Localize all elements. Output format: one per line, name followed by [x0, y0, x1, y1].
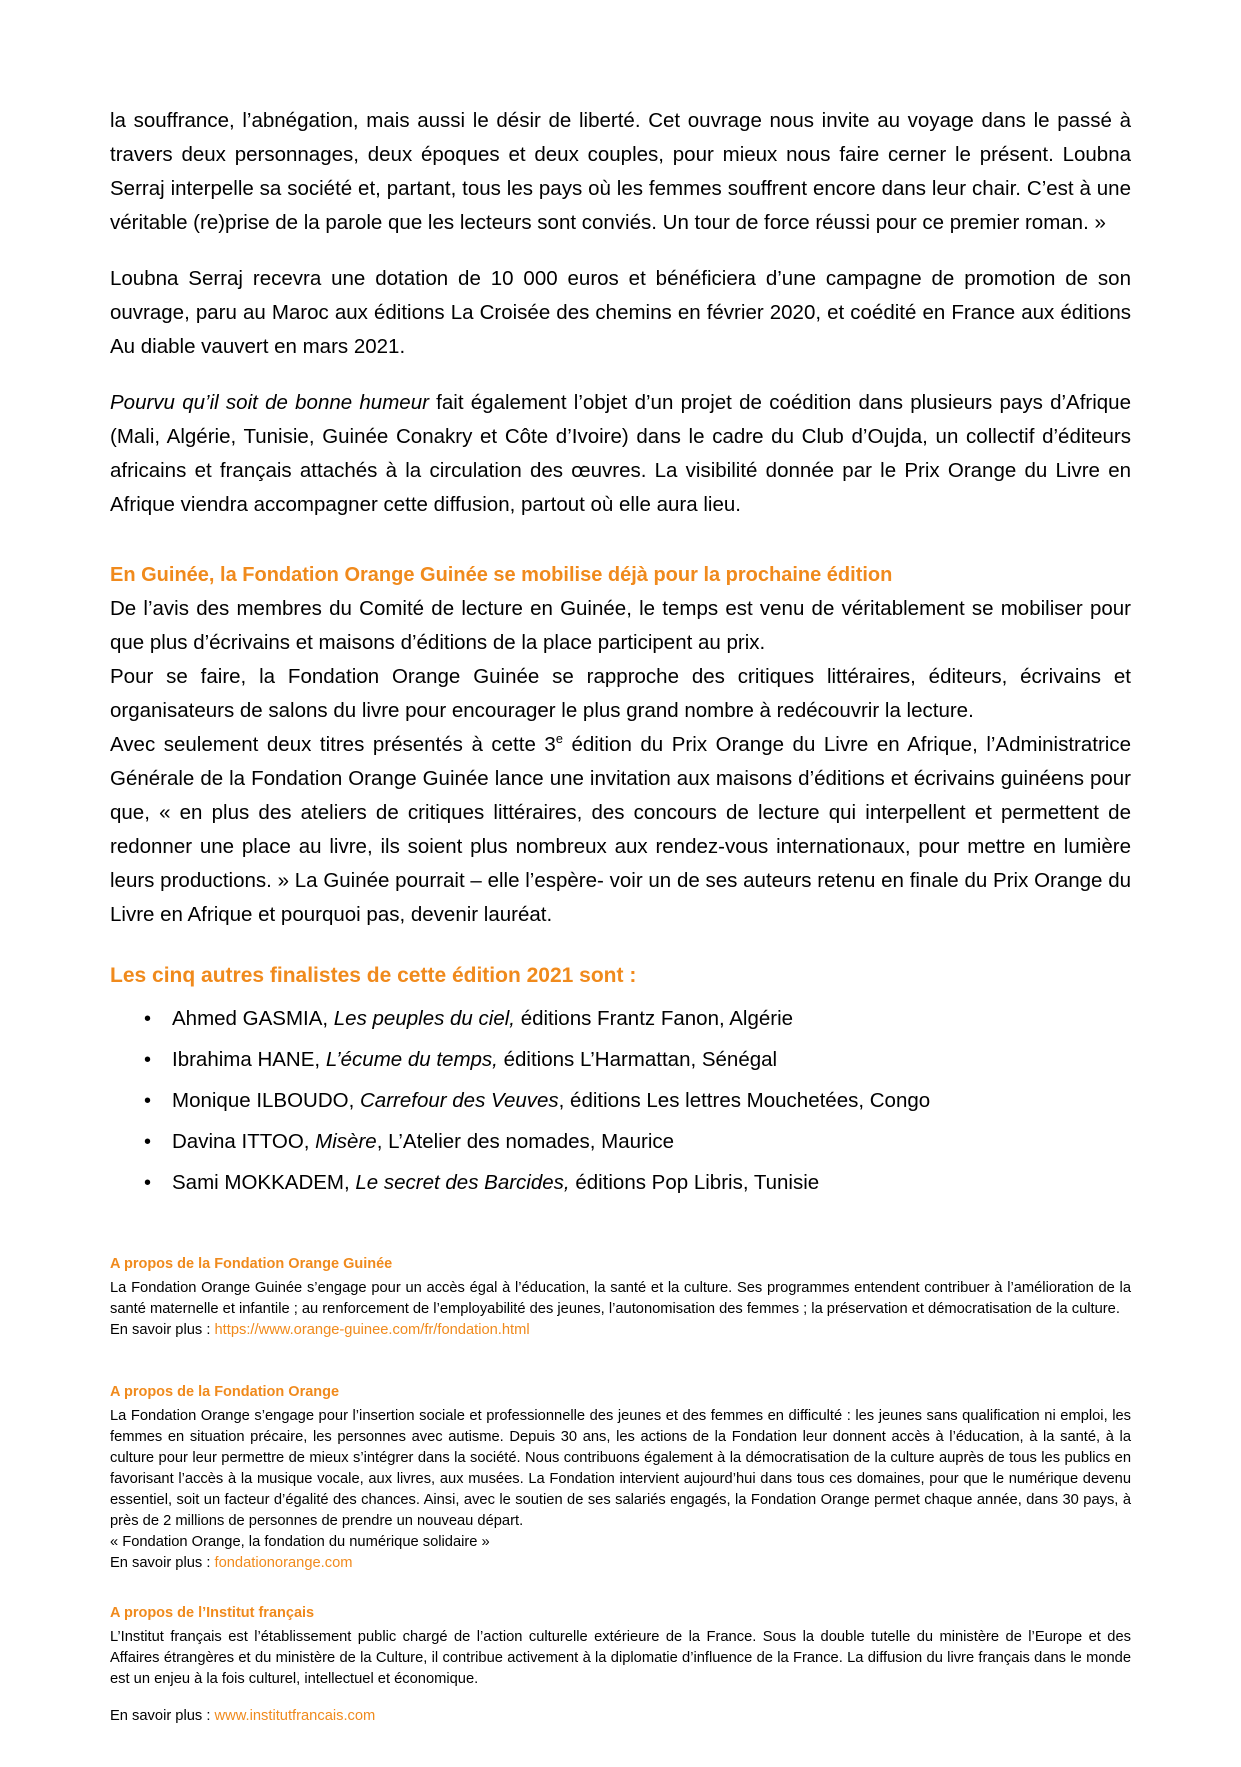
finalist-title: Les peuples du ciel,	[333, 1007, 515, 1030]
finalist-author: Davina ITTOO,	[172, 1130, 316, 1153]
about-quote: « Fondation Orange, la fondation du numérique solidaire »	[110, 1534, 490, 1550]
guinee-paragraph-3-b: édition du Prix Orange du Livre en Afrique, l’Administratrice Générale de la Fondation Orange Guinée lance une invitation aux maisons d’éditions et écrivains guinéens pour que, « en plus des ateliers de critiques littéraires, des concours de lecture qui interpellent et permettent de redonner une place au livre, ils soient plus nombreux aux rendez-vous internationaux, pour mettre en lumière leurs productions. » La Guinée pourrait – elle l’espère- voir un de ses auteurs retenu en finale du Prix Orange du Livre en Afrique et pourquoi pas, devenir lauréat.	[110, 733, 1131, 926]
more-link[interactable]: fondationorange.com	[214, 1555, 353, 1571]
spacer	[110, 932, 1131, 960]
finalist-author: Ibrahima HANE,	[172, 1048, 326, 1071]
about-fondation-orange	[110, 1381, 1131, 1574]
list-item	[172, 1125, 1131, 1159]
list-item	[172, 1043, 1131, 1077]
guinee-paragraph-3-a: Avec seulement deux titres présentés à cette 3	[110, 733, 556, 756]
paragraph-3	[110, 386, 1131, 522]
spacer	[110, 1207, 1131, 1253]
about-body: La Fondation Orange s’engage pour l’insertion sociale et professionnelle des jeunes et des femmes en difficulté : les jeunes sans qualification ni emploi, les femmes en situation précaire, les personnes avec autisme. Depuis 30 ans, les actions de la Fondation leur donnent accès à l’éducation, à la santé, à la culture pour leur permettre de mieux s’intégrer dans la société. Nous contribuons également à la démocratisation de la culture auprès de tous les publics en favorisant l’accès à la musique vocale, aux livres, aux musées. La Fondation intervient aujourd’hui dans tous ces domaines, pour que le numérique devenu essentiel, soit un facteur d’égalité des chances. Ainsi, avec le soutien de ses salariés engagés, la Fondation Orange permet chaque année, dans 30 pays, à près de 2 millions de personnes de prendre un nouveau départ.	[110, 1408, 1131, 1529]
finalists-list	[110, 1002, 1131, 1200]
paragraph-3-rest: fait également l’objet d’un projet de coédition dans plusieurs pays d’Afrique (Mali, Algérie, Tunisie, Guinée Conakry et Côte d’Ivoire) dans le cadre du Club d’Oujda, un collectif d’éditeurs africains et français attachés à la circulation des œuvres. La visibilité donnée par le Prix Orange du Livre en Afrique viendra accompagner cette diffusion, partout où elle aura lieu.	[110, 391, 1131, 516]
paragraph-2: Loubna Serraj recevra une dotation de 10 000 euros et bénéficiera d’une campagne de promotion de son ouvrage, paru au Maroc aux éditions La Croisée des chemins en février 2020, et coédité en France aux éditions Au diable vauvert en mars 2021.	[110, 267, 1131, 358]
more-link[interactable]: www.institutfrancais.com	[214, 1708, 376, 1724]
finalist-author: Ahmed GASMIA,	[172, 1007, 334, 1030]
about-heading: A propos de l’Institut français	[110, 1605, 315, 1621]
more-label: En savoir plus :	[110, 1708, 215, 1724]
about-more	[110, 1706, 1131, 1727]
about-institut-francais	[110, 1602, 1131, 1727]
about-body: L’Institut français est l’établissement public chargé de l’action culturelle extérieure de la France. Sous la double tutelle du ministère de l’Europe et des Affaires étrangères et du ministère de la Culture, il contribue activement à la diplomatie d’influence de la France. La diffusion du livre français dans le monde est un enjeu à la fois culturel, intellectuel et économique.	[110, 1629, 1131, 1687]
list-item	[172, 1166, 1131, 1200]
about-body: La Fondation Orange Guinée s’engage pour un accès égal à l’éducation, la santé et la culture. Ses programmes entendent contribuer à l’amélioration de la santé maternelle et infantile ; au renforcement de l’employabilité des jeunes, l’autonomisation des femmes ; la préservation et démocratisation de la culture.	[110, 1280, 1131, 1317]
spacer	[110, 1574, 1131, 1602]
guinee-paragraph-3	[110, 728, 1131, 932]
spacer	[110, 1690, 1131, 1706]
guinee-paragraph-1: De l’avis des membres du Comité de lecture en Guinée, le temps est venu de véritablement se mobiliser pour que plus d’écrivains et maisons d’éditions de la place participent au prix.	[110, 597, 1131, 654]
finalist-author: Sami MOKKADEM,	[172, 1171, 356, 1194]
finalist-publisher: , L’Atelier des nomades, Maurice	[376, 1130, 675, 1153]
ordinal-superscript: e	[555, 731, 563, 747]
finalists-heading: Les cinq autres finalistes de cette édition 2021 sont :	[110, 964, 637, 987]
about-heading: A propos de la Fondation Orange	[110, 1384, 340, 1400]
section-heading-guinee: En Guinée, la Fondation Orange Guinée se mobilise déjà pour la prochaine édition	[110, 564, 893, 586]
list-item	[172, 1002, 1131, 1036]
book-title-italic: Pourvu qu’il soit de bonne humeur	[110, 391, 429, 414]
more-label: En savoir plus :	[110, 1555, 215, 1571]
finalist-publisher: éditions L’Harmattan, Sénégal	[497, 1048, 778, 1071]
about-fondation-orange-guinee	[110, 1253, 1131, 1341]
spacer	[110, 1341, 1131, 1381]
finalist-author: Monique ILBOUDO,	[172, 1089, 360, 1112]
more-label: En savoir plus :	[110, 1322, 215, 1338]
spacer	[110, 544, 1131, 560]
finalist-title: Carrefour des Veuves	[360, 1089, 559, 1112]
about-heading: A propos de la Fondation Orange Guinée	[110, 1256, 393, 1272]
finalist-publisher: éditions Pop Libris, Tunisie	[569, 1171, 820, 1194]
more-link[interactable]: https://www.orange-guinee.com/fr/fondation.html	[214, 1322, 530, 1338]
list-item	[172, 1084, 1131, 1118]
paragraph-1: la souffrance, l’abnégation, mais aussi le désir de liberté. Cet ouvrage nous invite au voyage dans le passé à travers deux personnages, deux époques et deux couples, pour mieux nous faire cerner le présent. Loubna Serraj interpelle sa société et, partant, tous les pays où les femmes souffrent encore dans leur chair. C’est à une véritable (re)prise de la parole que les lecteurs sont conviés. Un tour de force réussi pour ce premier roman. »	[110, 109, 1131, 234]
about-more	[110, 1553, 1131, 1574]
finalist-title: Le secret des Barcides,	[355, 1171, 570, 1194]
finalist-publisher: , éditions Les lettres Mouchetées, Congo	[558, 1089, 931, 1112]
finalist-title: Misère	[315, 1130, 377, 1153]
finalist-publisher: éditions Frantz Fanon, Algérie	[515, 1007, 794, 1030]
finalist-title: L’écume du temps,	[325, 1048, 498, 1071]
guinee-paragraph-2: Pour se faire, la Fondation Orange Guinée se rapproche des critiques littéraires, éditeurs, écrivains et organisateurs de salons du livre pour encourager le plus grand nombre à redécouvrir la lecture.	[110, 665, 1131, 722]
about-more	[110, 1320, 1131, 1341]
